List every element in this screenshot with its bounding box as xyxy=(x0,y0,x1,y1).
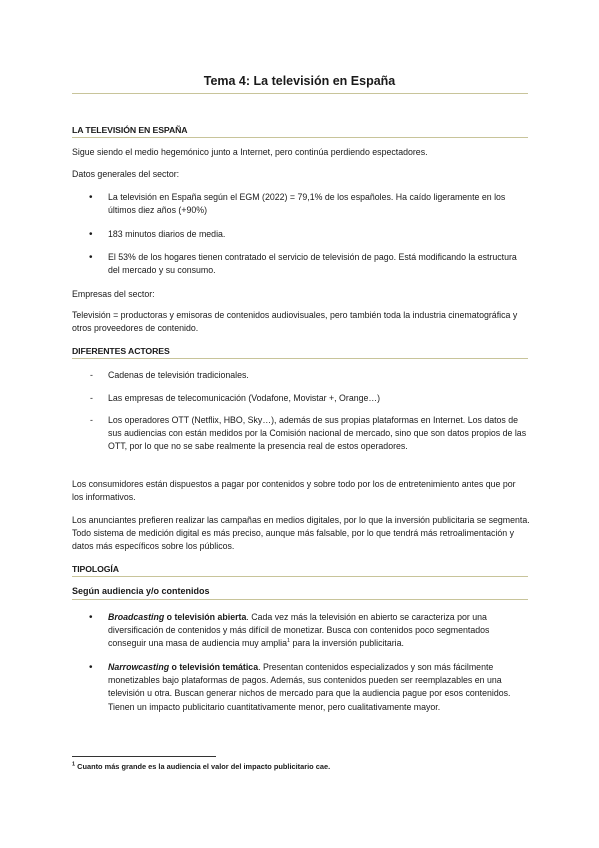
section-heading-television: LA TELEVISIÓN EN ESPAÑA xyxy=(72,125,188,135)
empresas-paragraph: Televisión = productoras y emisoras de contenidos audiovisuales, pero también toda la industria cinematográfica y otros proveedores de contenido. xyxy=(72,310,518,334)
datos-label: Datos generales del sector: xyxy=(72,169,180,179)
list-item: El 53% de los hogares tienen contratado el servicio de televisión de pago. Está modificando la estructura del mercado y su consumo. xyxy=(108,252,517,276)
section-heading-rule xyxy=(72,358,528,359)
list-item: La televisión en España según el EGM (2022) = 79,1% de los españoles. Ha caído ligeramente en los últimos diez años (+90%) xyxy=(108,192,506,216)
footnote-separator xyxy=(72,756,216,757)
empresas-label: Empresas del sector: xyxy=(72,289,155,299)
consumidores-paragraph: Los consumidores están dispuestos a pagar por contenidos y sobre todo por los de entretenimiento antes que por los informativos. xyxy=(72,479,516,503)
bullet-marker: • xyxy=(89,662,93,673)
list-item-narrowcasting xyxy=(108,661,528,714)
list-item: Cadenas de televisión tradicionales. xyxy=(108,370,249,380)
bullet-marker: • xyxy=(89,229,93,240)
title-underline xyxy=(72,93,528,94)
list-item: Los operadores OTT (Netflix, HBO, Sky…), además de sus propias plataformas en Internet. Los datos de sus audiencias con están medidos por la Comisión nacional de mercado, sino que son datos propios de las OTT, por lo que no se sabe realmente la presencia real de estos operadores. xyxy=(108,415,527,452)
term-broadcasting: Broadcasting xyxy=(108,612,165,622)
anunciantes-paragraph: Los anunciantes prefieren realizar las campañas en medios digitales, por lo que la inversión publicitaria se segmenta. Todo sistema de medición digital es más preciso, aunque más falsable, por lo que tendrá más retroalimentación y datos más específicos sobre los públicos. xyxy=(72,515,530,552)
section-heading-rule xyxy=(72,137,528,138)
term-broadcasting-label: o televisión abierta xyxy=(164,612,247,622)
footnote-mark: 1 xyxy=(72,761,76,768)
section-heading-tipologia: TIPOLOGÍA xyxy=(72,564,119,574)
section-heading-actores: DIFERENTES ACTORES xyxy=(72,346,170,356)
subheading-audiencia: Según audiencia y/o contenidos xyxy=(72,586,210,596)
term-narrowcasting: Narrowcasting xyxy=(108,662,170,672)
section-heading-rule xyxy=(72,576,528,577)
list-item: 183 minutos diarios de media. xyxy=(108,229,226,239)
footnote-text: Cuanto más grande es la audiencia el valor del impacto publicitario cae. xyxy=(75,762,331,771)
broadcasting-text: . Cada vez más la televisión en abierto se caracteriza por una diversificación de contenidos y más difícil de monetizar. Busca con contenidos poco segmentados conseguir una masa de audiencia muy amplia xyxy=(108,612,490,649)
intro-paragraph: Sigue siendo el medio hegemónico junto a Internet, pero continúa perdiendo espectadores. xyxy=(72,147,428,157)
dash-marker: - xyxy=(90,393,93,403)
bullet-marker: • xyxy=(89,612,93,623)
bullet-marker: • xyxy=(89,192,93,203)
page-title: Tema 4: La televisión en España xyxy=(203,74,396,88)
dash-marker: - xyxy=(90,415,93,425)
narrowcasting-text: . Presentan contenidos especializados y son más fácilmente monetizables bajo plataformas de pagos. Además, sus contenidos pueden ser reemplazables en una televisión u otra. Buscan generar nichos de mercado para que la audiencia pague por esos contenidos. Tienen un impacto publicitario cuantitativamente menor, pero cualitativamente mayor. xyxy=(108,662,511,712)
list-item-broadcasting xyxy=(108,611,528,651)
footnote xyxy=(72,762,330,771)
list-item: Las empresas de telecomunicación (Vodafone, Movistar +, Orange…) xyxy=(108,393,381,403)
footnote-ref: 1 xyxy=(286,638,291,645)
bullet-marker: • xyxy=(89,252,93,263)
broadcasting-tail: para la inversión publicitaria. xyxy=(290,638,404,649)
subheading-rule xyxy=(72,599,528,600)
term-narrowcasting-label: o televisión temática xyxy=(169,662,259,672)
dash-marker: - xyxy=(90,370,93,380)
